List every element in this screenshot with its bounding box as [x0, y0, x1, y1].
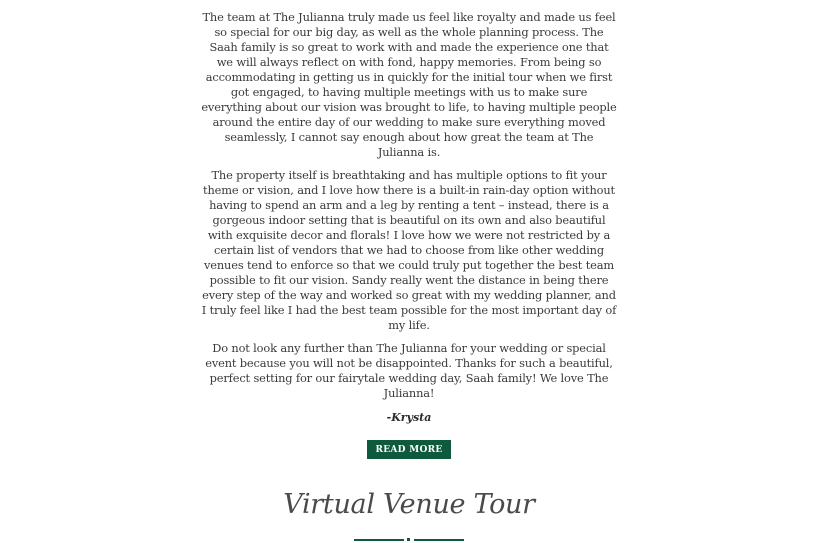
testimonial-signature: -Krysta — [386, 411, 432, 424]
divider-line-left — [354, 539, 404, 541]
testimonial-paragraph-1: The team at The Julianna truly made us feel like royalty and made us feel so special for our big day, as well as the whole planning process. The Saah family is so great to work with and made the experience one that we will always reflect on with fond, happy memories. From being so accommodating in getting us in quickly for the initial tour when we first got engaged, to having multiple meetings with us to make sure everything about our vision was brought to life, to having multiple people around the entire day of our wedding to make sure everything moved seamlessly, I cannot say enough about how great the team at The Julianna is. — [201, 10, 617, 159]
section-divider — [354, 537, 464, 543]
read-more-button[interactable]: READ MORE — [367, 440, 450, 459]
testimonial-paragraph-2: The property itself is breathtaking and has multiple options to fit your theme or vision, and I love how there is a built-in rain-day option without having to spend an arm and a leg by renting a tent – instead, there is a gorgeous indoor setting that is beautiful on its own and also beautiful with exquisite decor and florals! I love how we were not restricted by a certain list of vendors that we had to choose from like other wedding venues tend to enforce so that we could truly put together the best team possible to fit our vision. Sandy really went the distance in being there every step of the way and worked so great with my wedding planner, and I truly feel like I had the best team possible for the most important day of my life. — [201, 168, 617, 332]
virtual-tour-heading: Virtual Venue Tour — [283, 489, 535, 520]
testimonial-paragraph-3: Do not look any further than The Julianna for your wedding or special event because you will not be disappointed. Thanks for such a beautiful, perfect setting for our fairytale wedding day, Saah family! We love The Julianna! — [205, 341, 613, 400]
divider-dot — [407, 538, 410, 541]
divider-line-right — [414, 539, 464, 541]
testimonial-block — [200, 10, 618, 459]
